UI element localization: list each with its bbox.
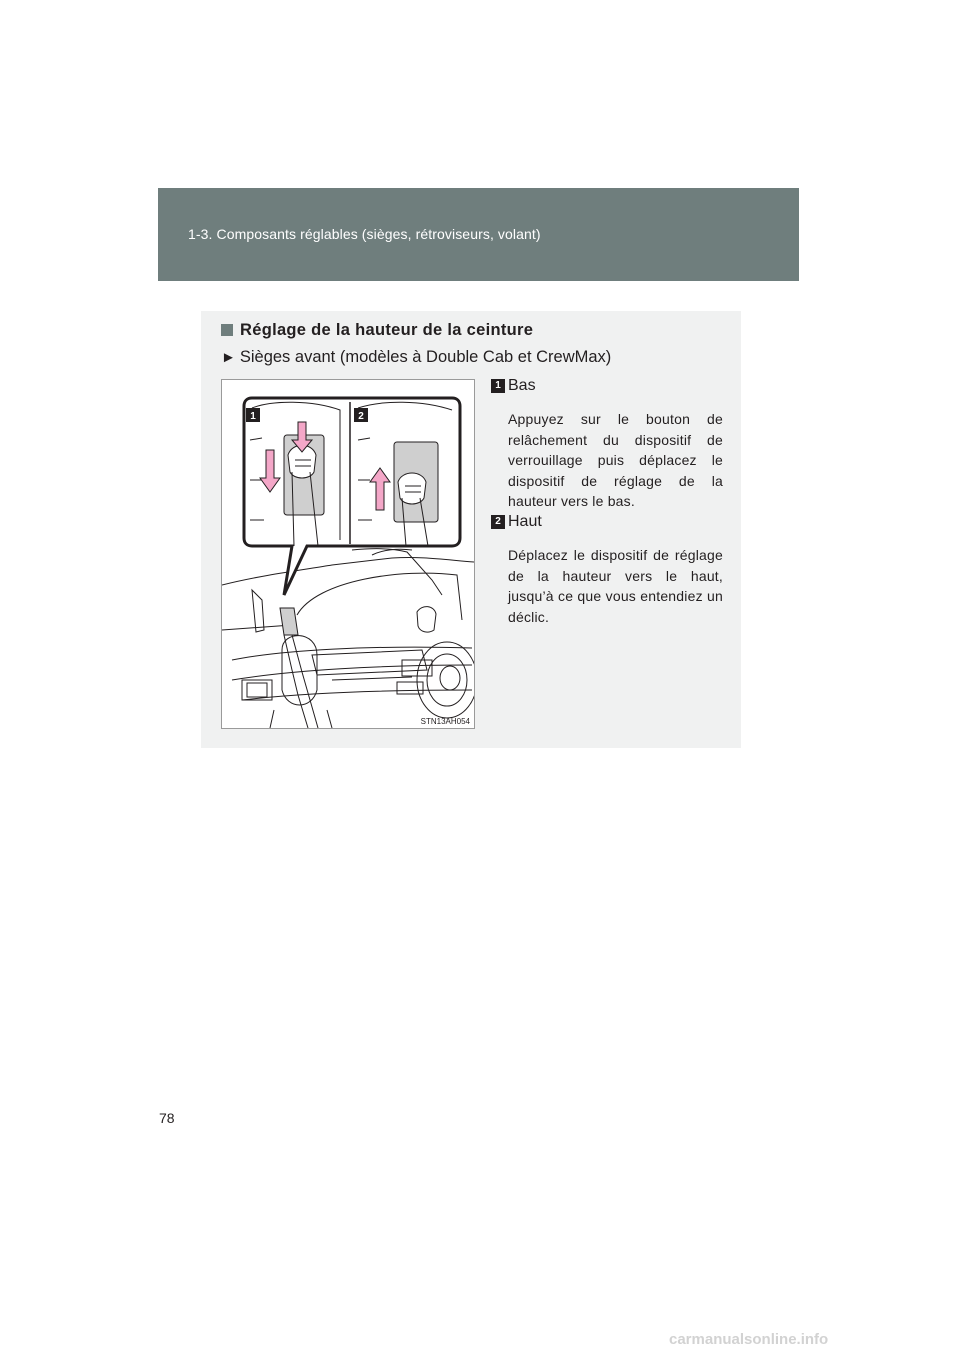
callout-1: 1 xyxy=(250,411,256,422)
content-panel xyxy=(201,311,741,748)
subheading-text: Sièges avant (modèles à Double Cab et CrewMax) xyxy=(239,348,612,366)
seatbelt-illustration xyxy=(222,380,474,728)
square-bullet-icon xyxy=(221,324,233,336)
subheading xyxy=(221,348,611,367)
step-1-number: 1 xyxy=(491,379,505,393)
section-heading-text: Réglage de la hauteur de la ceinture xyxy=(240,321,534,339)
step-2-title: Haut xyxy=(508,513,542,530)
watermark[interactable]: carmanualsonline.info xyxy=(669,1331,829,1348)
section-heading xyxy=(221,321,533,340)
step-1-description: Appuyez sur le bouton de relâchement du dispositif de verrouillage puis déplacez le dispositif de réglage de la hauteur vers le bas. xyxy=(508,411,723,509)
callout-2: 2 xyxy=(358,411,364,422)
section-title: 1-3. Composants réglables (sièges, rétroviseurs, volant) xyxy=(188,226,541,242)
step-2-description: Déplacez le dispositif de réglage de la hauteur vers le haut, jusqu’à ce que vous entendiez un déclic. xyxy=(508,547,723,625)
step-2-number: 2 xyxy=(491,515,505,529)
page-number: 78 xyxy=(159,1110,175,1126)
step-1-title: Bas xyxy=(508,377,536,394)
step-1 xyxy=(491,377,723,512)
triangle-bullet-icon: ► xyxy=(221,349,236,366)
figure-code: STN13AH054 xyxy=(420,717,470,726)
step-2 xyxy=(491,513,723,627)
illustration xyxy=(221,379,475,729)
header-band xyxy=(158,188,799,281)
